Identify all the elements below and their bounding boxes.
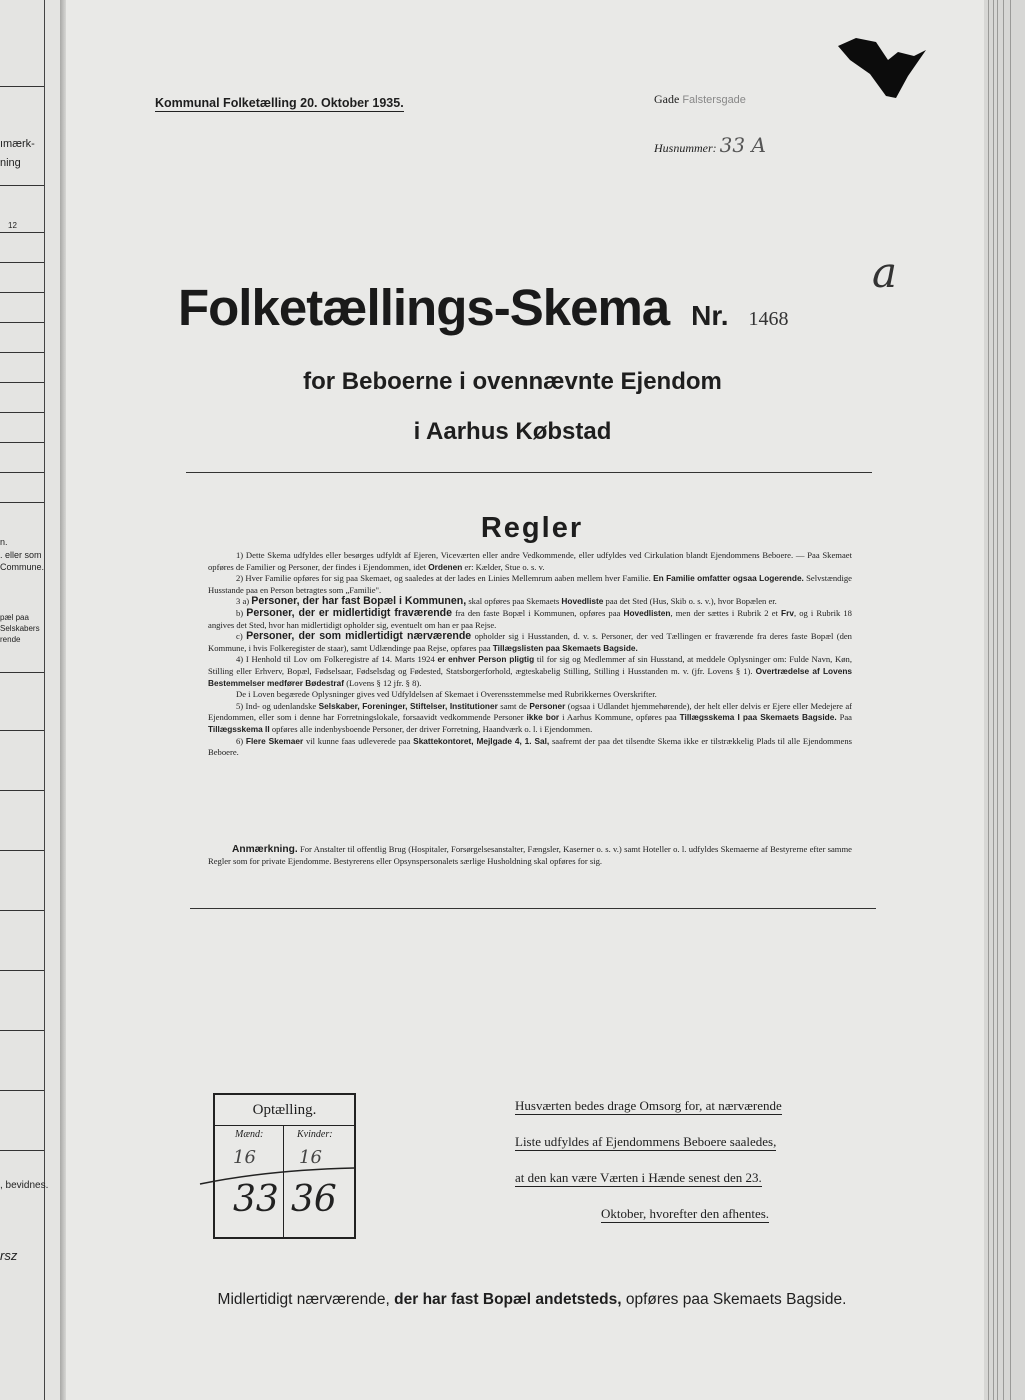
form-number: 1468: [748, 308, 789, 330]
husnummer-value: 33 A: [719, 133, 766, 157]
left-fragment: 12: [8, 221, 17, 230]
left-fragment: rsz: [0, 1248, 18, 1263]
left-rule: [0, 672, 44, 673]
left-rule: [0, 970, 44, 971]
title-row: [178, 278, 789, 337]
left-rule: [0, 412, 44, 413]
gade-label: Gade: [654, 92, 680, 106]
divider: [190, 908, 876, 909]
rule-3a: 3 a) Personer, der har fast Bopæl i Kommunen, skal opføres paa Skemaets Hovedliste paa det Sted (Hus, Skib o. s. v.), hvor Bopælen er.: [236, 595, 777, 608]
left-rule: [0, 262, 44, 263]
nr-label: Nr.: [691, 300, 729, 331]
notice-line-2: Liste udfyldes af Ejendommens Beboere saaledes,: [515, 1134, 777, 1149]
census-header: Kommunal Folketælling 20. Oktober 1935.: [155, 96, 404, 110]
left-fragment: rende: [0, 635, 21, 644]
left-fragment: pæl paa: [0, 613, 29, 622]
remark-label: Anmærkning.: [232, 844, 298, 855]
torn-corner-mark: [836, 36, 926, 104]
tally-new-maend: 33: [233, 1179, 279, 1220]
left-page-fragment: [0, 0, 66, 1400]
husnummer-label: Husnummer:: [654, 141, 717, 155]
strikethrough-line: [198, 1166, 358, 1186]
left-rule: [0, 850, 44, 851]
gade-field: [654, 92, 746, 107]
form-title: Folketællings-Skema: [178, 279, 670, 336]
rules-text: [208, 550, 852, 759]
rule-4: 4) I Henhold til Lov om Folkeregistre af 14. Marts 1924 er enhver Person pligtig til for sig og Medlemmer af sin Husstand, at meddele Oplysninger om: Fulde Navn, Køn, Stilling eller Erhverv, Bopæl, Fødselsaar, Fødselsdag og Fødested, Statsborgerforhold, ægteskabelig Stilling, Stilling i Husstanden m. v. (jfr. Lovens § 1). Overtrædelse af Lovens Bestemmelser medfører Bødestraf (Lovens § 12 jfr. § 8).: [208, 654, 853, 688]
subtitle-line-1: for Beboerne i ovennævnte Ejendom: [303, 368, 722, 395]
left-rule: [0, 1090, 44, 1091]
notice-line-3: at den kan være Værten i Hænde senest den 23.: [515, 1170, 762, 1185]
left-rule: [0, 292, 44, 293]
husnummer-field: [654, 133, 766, 157]
tally-old-kvinder: 16: [299, 1147, 322, 1168]
left-rule: [0, 322, 44, 323]
left-fragment: Commune.: [0, 562, 45, 572]
left-rule: [0, 472, 44, 473]
left-rule: [0, 910, 44, 911]
left-rule: [0, 86, 44, 87]
subtitle-line-2: i Aarhus Købstad: [413, 418, 612, 445]
rule-1: 1) Dette Skema udfyldes eller besørges udfyldt af Ejeren, Viceværten eller andre Vedkommende, eller udfyldes ved Cirkulation blandt Ejendommens Beboere. — Paa Skemaet opføres de Familier og Personer, der findes i Ejendommen, idet Ordenen er: Kælder, Stue o. s. v.: [208, 550, 852, 572]
tally-new-kvinder: 36: [291, 1179, 337, 1220]
tally-header-kvinder: Kvinder:: [297, 1129, 333, 1140]
notice-line-4: Oktober, hvorefter den afhentes.: [600, 1206, 770, 1221]
notice-line-1: Husværten bedes drage Omsorg for, at nærværende: [515, 1098, 782, 1113]
tally-title: Optælling.: [215, 1095, 354, 1126]
rule-5: 5) Ind- og udenlandske Selskaber, Foreninger, Stiftelser, Institutioner samt de Personer (ogsaa i Udlandet hjemmehørende), der helt eller delvis er Ejere eller Medejere af Ejendommen, eller som i denne har Forretningslokale, forsaavidt vedkommende Personer ikke bor i Aarhus Kommune, opføres paa Tillægsskema I paa Skemaets Bagside. Paa Tillægsskema II opføres alle indenbysboende Personer, der driver Forretning, Haandværk o. l. i Ejendommen.: [208, 700, 853, 734]
left-rule: [0, 232, 44, 233]
remark-paragraph: [208, 844, 852, 868]
left-rule: [0, 1150, 44, 1151]
left-rule: [0, 352, 44, 353]
left-rule: [0, 790, 44, 791]
rule-4-note: De i Loven begærede Oplysninger gives ved Udfyldelsen af Skemaet i Overensstemmelse med Rubrikkernes Overskrifter.: [236, 689, 657, 700]
rule-3c: c) Personer, der som midlertidigt nærværende opholder sig i Husstanden, d. v. s. Personer, der ved Tællingen er fraværende fra deres faste Bopæl (den Kommune, i hvis Folkeregister de staar), samt Udlændinge paa Rejse, opføres paa Tillægslisten paa Skemaets Bagside.: [208, 630, 852, 653]
left-fragment: ımærk-: [0, 138, 35, 150]
divider: [186, 472, 872, 473]
left-rule: [0, 185, 44, 186]
left-rule: [0, 730, 44, 731]
footer-note: Midlertidigt nærværende, der har fast Bopæl andetsteds, opføres paa Skemaets Bagside.: [217, 1291, 847, 1308]
remark-text: For Anstalter til offentlig Brug (Hospitaler, Forsørgelsesanstalter, Fængsler, Kaserner o. s. v.) samt Hoteller o. l. udfyldes Skemaerne af Bestyrerne efter samme Regler som for private Ejendomme. Bestyrerens eller Opsynspersonalets særlige Husholdning skal opføres for sig.: [208, 844, 852, 866]
gade-value: Falstersgade: [682, 94, 746, 106]
left-rule: [0, 502, 44, 503]
left-fragment: , bevidnes.: [0, 1180, 49, 1191]
rule-3b: b) Personer, der er midlertidigt fraværende fra den faste Bopæl i Kommunen, opføres paa Hovedlisten, men der sættes i Rubrik 2 et Frv, og i Rubrik 18 angives det Sted, hvor han midlertidigt opholder sig, eventuelt om han er paa Rejse.: [208, 606, 852, 630]
handwritten-mark: a: [872, 248, 898, 297]
tally-header-maend: Mænd:: [235, 1129, 264, 1140]
landlord-notice: [515, 1098, 855, 1242]
left-fragment: . eller som: [0, 550, 42, 560]
rules-heading: Regler: [480, 512, 584, 544]
left-fragment: n.: [0, 537, 8, 547]
left-rule: [0, 1030, 44, 1031]
page-edge: [984, 0, 1025, 1400]
tally-old-maend: 16: [233, 1147, 256, 1168]
rule-2: 2) Hver Familie opføres for sig paa Skemaet, og saaledes at der lades en Linies Mellemrum aaben mellem hver Familie. En Familie omfatter ogsaa Logerende. Selvstændige Husstande paa en Person betragtes som „Familie".: [208, 573, 852, 595]
rule-6: 6) Flere Skemaer vil kunne faas udleverede paa Skattekontoret, Mejlgade 4, 1. Sal, saafremt der paa det tilsendte Skema ikke er tilstrækkelig Plads til alle Ejendommens Beboere.: [208, 735, 852, 758]
left-fragment: Selskabers: [0, 624, 40, 633]
left-fragment: ning: [0, 157, 21, 169]
